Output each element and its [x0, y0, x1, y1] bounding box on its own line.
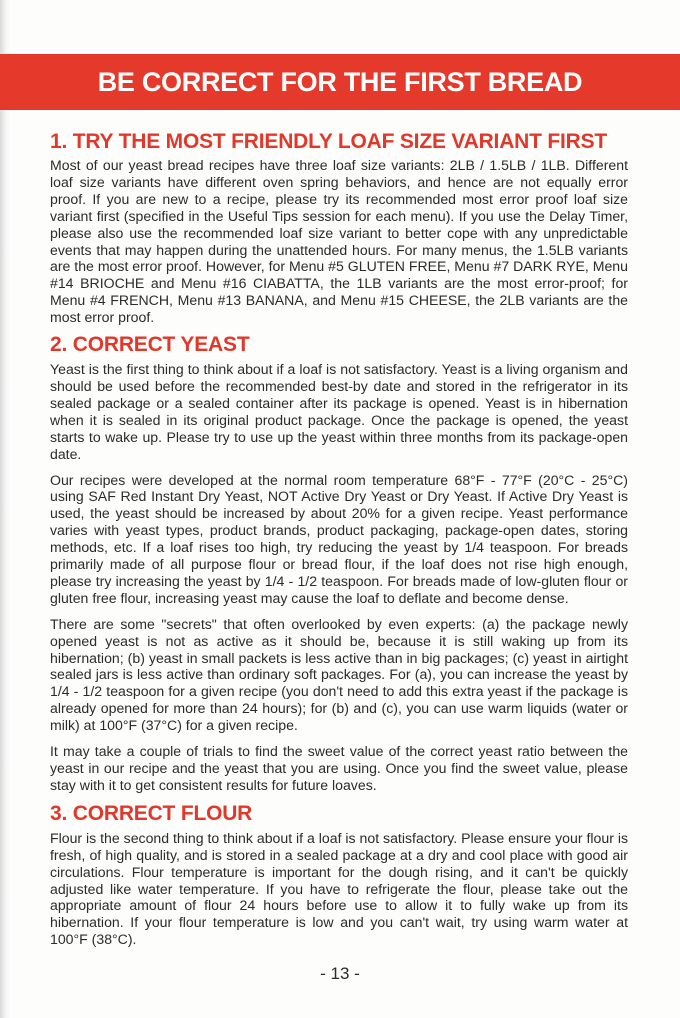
page-number: - 13 - — [320, 964, 360, 983]
section-correct-yeast — [50, 331, 628, 794]
section-loaf-size — [50, 128, 628, 326]
page-title: BE CORRECT FOR THE FIRST BREAD — [97, 66, 583, 97]
section-heading: 1. TRY THE MOST FRIENDLY LOAF SIZE VARIANT FIRST — [50, 130, 608, 153]
section-heading: 3. CORRECT FLOUR — [50, 801, 253, 825]
page-gutter-shadow — [0, 0, 10, 1018]
section-heading: 2. CORRECT YEAST — [50, 333, 250, 357]
page-banner — [0, 54, 680, 110]
section-paragraph: Most of our yeast bread recipes have three loaf size variants: 2LB / 1.5LB / 1LB. Different loaf size variants have different oven spring behaviors, and hence are not equally error proof. If you are new to a recipe, please try its recommended most error proof loaf size variant first (specified in the Useful Tips session for each menu). If you use the Delay Timer, please also use the recommended loaf size variant to better cope with any unpredictable events that may happen during the unattended hours. For many menus, the 1.5LB variants are the most error proof. However, for Menu #5 GLUTEN FREE, Menu #7 DARK RYE, Menu #14 BRIOCHE and Menu #16 CIABATTA, the 1LB variants are the most error-proof; for Menu #4 FRENCH, Menu #13 BANANA, and Menu #15 CHEESE, the 2LB variants are the most error proof. — [50, 157, 628, 326]
section-paragraph: Flour is the second thing to think about if a loaf is not satisfactory. Please ensure your flour is fresh, of high quality, and is stored in a sealed package at a dry and cool place with good air circulations. Flour temperature is important for the dough rising, and it can't be quickly adjusted like water temperature. If you have to refrigerate the flour, please take out the appropriate amount of flour 24 hours before use to allow it to fully wake up from its hibernation. If your flour temperature is low and you can't wait, try using warm water at 100°F (38°C). — [50, 829, 628, 948]
page-content — [50, 128, 628, 948]
section-paragraph: It may take a couple of trials to find the sweet value of the correct yeast ratio between the yeast in our recipe and the yeast that you are using. Once you find the sweet value, please stay with it to get consistent results for future loaves. — [50, 743, 628, 793]
section-paragraph: Our recipes were developed at the normal room temperature 68°F - 77°F (20°C - 25°C) using SAF Red Instant Dry Yeast, NOT Active Dry Yeast or Dry Yeast. If Active Dry Yeast is used, the yeast should be increased by about 20% for a given recipe. Yeast performance varies with yeast types, product brands, product packaging, package-open dates, storing methods, etc. If a loaf rises too high, try reducing the yeast by 1/4 teaspoon. For breads primarily made of all purpose flour or bread flour, if the loaf does not rise high enough, please try increasing the yeast by 1/4 - 1/2 teaspoon. For breads made of low-gluten flour or gluten free flour, increasing yeast may cause the loaf to deflate and become dense. — [50, 471, 628, 606]
section-paragraph: There are some "secrets" that often overlooked by even experts: (a) the package newly opened yeast is not as active as it should be, because it is still waking up from its hibernation; (b) yeast in small packets is less active than in big packages; (c) yeast in airtight sealed jars is less active than ordinary soft packages. For (a), you can increase the yeast by 1/4 - 1/2 teaspoon for a given recipe (you don't need to add this extra yeast if the package is already opened for more than 24 hours); for (b) and (c), you can use warm liquids (water or milk) at 100°F (37°C) for a given recipe. — [50, 615, 628, 734]
section-correct-flour — [50, 800, 628, 948]
section-paragraph: Yeast is the first thing to think about if a loaf is not satisfactory. Yeast is a living organism and should be used before the recommended best-by date and stored in the refrigerator in its sealed package or a sealed container after its package is opened. Yeast is in hibernation when it is sealed in its original product package. Once the package is opened, the yeast starts to wake up. Please try to use up the yeast within three months from its package-open date. — [50, 361, 628, 462]
